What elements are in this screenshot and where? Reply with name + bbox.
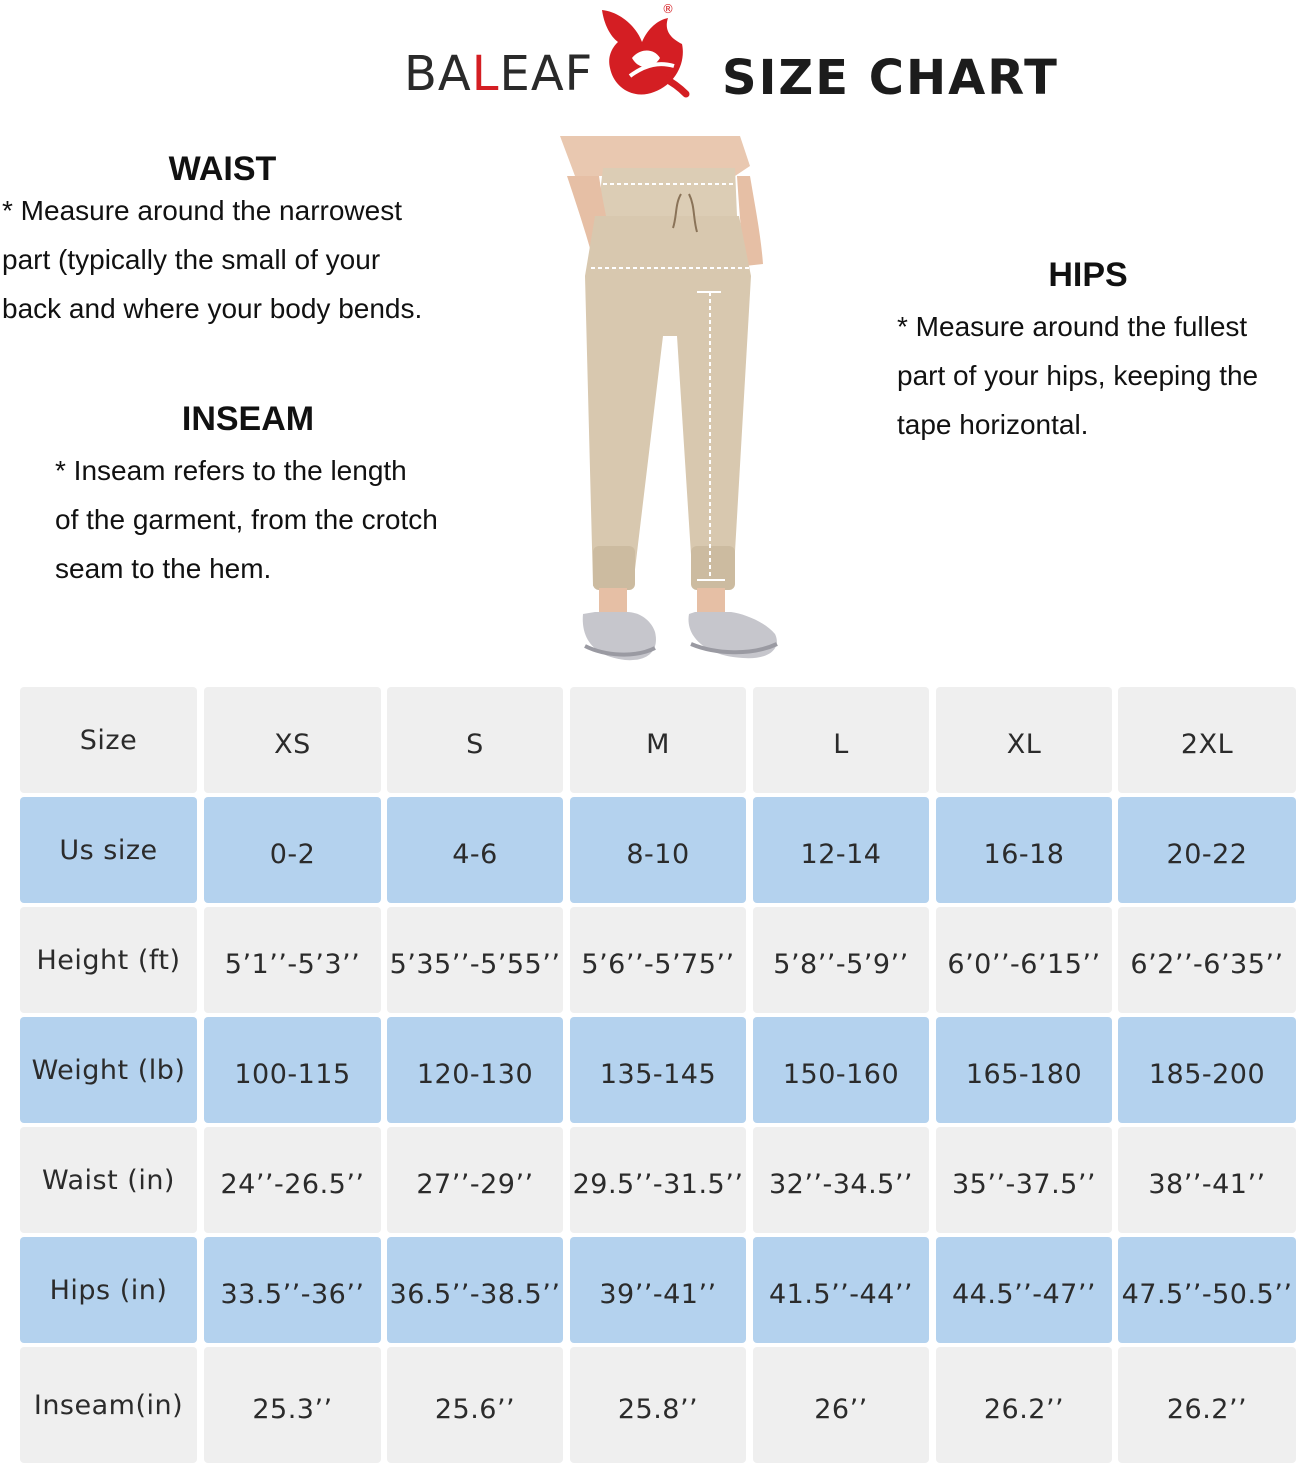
row-label-cell: Height (ft) [20,907,197,1013]
value-cell: 35’’-37.5’’ [936,1127,1112,1233]
inseam-line: * Inseam refers to the length [55,455,407,486]
brand-text-part: EAF [499,46,594,102]
value-cell: 4-6 [387,797,563,903]
value-cell: 2XL [1118,687,1296,793]
value-cell: 25.3’’ [204,1347,381,1463]
value-cell: 33.5’’-36’’ [204,1237,381,1343]
hips-description [897,302,1258,449]
value-cell: 32’’-34.5’’ [753,1127,929,1233]
registered-mark: ® [662,2,674,16]
inseam-line: of the garment, from the crotch [55,504,438,535]
value-cell: 16-18 [936,797,1112,903]
brand-text-part: BA [404,46,472,102]
value-cell: XS [204,687,381,793]
value-cell: 41.5’’-44’’ [753,1237,929,1343]
value-cell: 39’’-41’’ [570,1237,746,1343]
value-cell: 0-2 [204,797,381,903]
value-cell: 36.5’’-38.5’’ [387,1237,563,1343]
value-cell: 26’’ [753,1347,929,1463]
value-cell: 6’2’’-6’35’’ [1118,907,1296,1013]
waist-line: * Measure around the narrowest [2,195,402,226]
row-label-cell: Weight (lb) [20,1017,197,1123]
value-cell: 5’6’’-5’75’’ [570,907,746,1013]
waist-line: back and where your body bends. [2,293,423,324]
value-cell: 44.5’’-47’’ [936,1237,1112,1343]
value-cell: 185-200 [1118,1017,1296,1123]
value-cell: 150-160 [753,1017,929,1123]
brand-text-accent: L [471,46,500,102]
row-label-cell: Hips (in) [20,1237,197,1343]
value-cell: 27’’-29’’ [387,1127,563,1233]
waist-heading: WAIST [168,150,277,188]
row-label-cell: Waist (in) [20,1127,197,1233]
row-label-cell: Size [20,687,197,793]
value-cell: 24’’-26.5’’ [204,1127,381,1233]
value-cell: 25.6’’ [387,1347,563,1463]
value-cell: 20-22 [1118,797,1296,903]
brand-name [404,46,593,102]
value-cell: 165-180 [936,1017,1112,1123]
value-cell: M [570,687,746,793]
waist-line: part (typically the small of your [2,244,381,275]
value-cell: 29.5’’-31.5’’ [570,1127,746,1233]
value-cell: L [753,687,929,793]
value-cell: 5’8’’-5’9’’ [753,907,929,1013]
value-cell: 38’’-41’’ [1118,1127,1296,1233]
inseam-line: seam to the hem. [55,553,272,584]
value-cell: 5’1’’-5’3’’ [204,907,381,1013]
hips-line: * Measure around the fullest [897,311,1248,342]
inseam-description [55,446,438,593]
value-cell: 26.2’’ [1118,1347,1296,1463]
inseam-heading: INSEAM [181,400,315,438]
value-cell: 12-14 [753,797,929,903]
value-cell: 8-10 [570,797,746,903]
value-cell: 47.5’’-50.5’’ [1118,1237,1296,1343]
value-cell: 120-130 [387,1017,563,1123]
waist-description [2,186,422,333]
jogger-pants-illustration [555,136,790,666]
hips-line: tape horizontal. [897,409,1089,440]
value-cell: 135-145 [570,1017,746,1123]
value-cell: 6’0’’-6’15’’ [936,907,1112,1013]
row-label-cell: Us size [20,797,197,903]
value-cell: 100-115 [204,1017,381,1123]
hips-line: part of your hips, keeping the [897,360,1259,391]
value-cell: 26.2’’ [936,1347,1112,1463]
value-cell: S [387,687,563,793]
hips-heading: HIPS [1048,256,1128,294]
value-cell: XL [936,687,1112,793]
row-label-cell: Inseam(in) [20,1347,197,1463]
size-chart-table [20,685,1296,1465]
flame-leaf-logo-icon [590,2,694,98]
value-cell: 5’35’’-5’55’’ [387,907,563,1013]
page-title: SIZE CHART [722,50,1059,106]
value-cell: 25.8’’ [570,1347,746,1463]
